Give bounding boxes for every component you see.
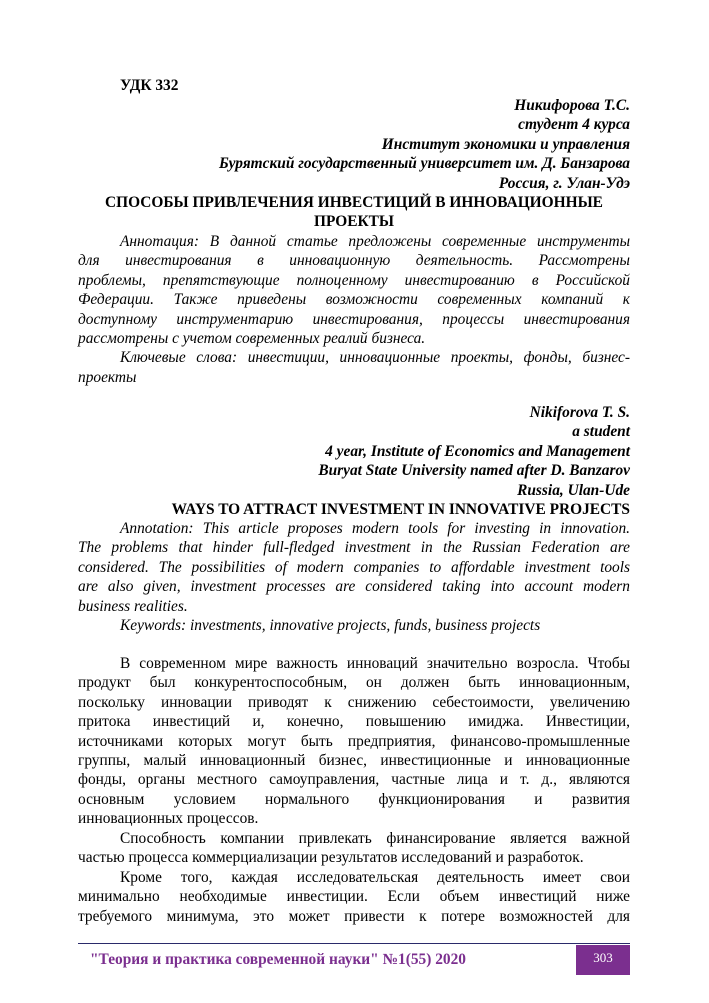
ru-author-university: Бурятский государственный университет им. Д. Банзарова <box>219 155 630 173</box>
en-author-block <box>78 403 630 500</box>
en-author-university: Buryat State University named after D. Banzarov <box>318 462 630 480</box>
ru-title-line: ПРОЕКТЫ <box>313 213 395 231</box>
body-line: минимально необходимые инвестиции. Если объем инвестиций ниже <box>78 888 630 906</box>
ru-keywords-line: Ключевые слова: инвестиции, инновационные проекты, фонды, бизнес- <box>120 349 630 367</box>
en-author-institute: 4 year, Institute of Economics and Management <box>325 442 630 460</box>
journal-footer-title: "Теория и практика современной науки" №1(55) 2020 <box>90 951 467 968</box>
body-paragraph-3 <box>78 868 630 926</box>
en-title-line: WAYS TO ATTRACT INVESTMENT IN INNOVATIVE PROJECTS <box>171 501 630 518</box>
body-paragraph-2 <box>78 829 630 868</box>
udk-code: УДК 332 <box>120 77 179 94</box>
ru-title <box>78 193 630 232</box>
body-line: притока инвестиций и, конечно, повышению имиджа. Инвестиции, <box>78 713 630 731</box>
en-abstract-line: Annotation: This article proposes modern tools for investing in innovation. <box>120 520 630 537</box>
ru-abstract <box>78 232 630 387</box>
ru-abstract-line: проблемы, препятствующие полноценному инвестированию в Российской <box>78 271 630 289</box>
en-title <box>78 500 630 519</box>
en-abstract-line: The problems that hinder full-fledged investment in the Russian Federation are <box>78 539 630 557</box>
body-line: частью процесса коммерциализации результатов исследований и разработок. <box>78 849 584 867</box>
body-line: Кроме того, каждая исследовательская деятельность имеет свои <box>120 869 630 886</box>
en-keywords-line: Keywords: investments, innovative projects, funds, business projects <box>120 616 541 634</box>
ru-author-name: Никифорова Т.С. <box>514 97 630 114</box>
body-line: инновационных процессов. <box>78 810 259 828</box>
body-line: Способность компании привлекать финансирование является важной <box>120 830 630 847</box>
en-author-location: Russia, Ulan-Ude <box>517 481 630 499</box>
ru-title-line: СПОСОБЫ ПРИВЛЕЧЕНИЯ ИНВЕСТИЦИЙ В ИННОВАЦИОННЫЕ <box>105 194 603 211</box>
en-abstract-line: considered. The possibilities of modern companies to affordable investment tools <box>78 558 630 576</box>
body-line: В современном мире важность инноваций значительно возросла. Чтобы <box>120 655 630 672</box>
en-author-name: Nikiforova T. S. <box>529 404 630 421</box>
body-line: поскольку инновации приводят к снижению себестоимости, увеличению <box>78 693 630 711</box>
body-line: группы, малый инновационный бизнес, инвестиционные и инновационные <box>78 751 630 769</box>
ru-author-role: студент 4 курса <box>518 116 630 134</box>
body-line: источниками которых могут быть предприятия, финансово-промышленные <box>78 732 630 750</box>
body-line: основным условием нормального функционирования и развития <box>78 790 630 808</box>
ru-keywords-line: проекты <box>78 368 137 386</box>
ru-abstract-line: доступному инструментарию инвестирования, процессы инвестирования <box>78 310 630 328</box>
body-line: продукт был конкурентоспособным, он должен быть инновационным, <box>78 674 630 692</box>
en-abstract-line: are also given, investment processes are considered taking into account modern <box>78 578 630 596</box>
ru-author-location: Россия, г. Улан-Удэ <box>498 174 630 192</box>
en-author-role: a student <box>572 423 630 441</box>
ru-abstract-line: рассмотрены с учетом современных реалий бизнеса. <box>78 329 426 347</box>
en-abstract <box>78 519 630 635</box>
ru-abstract-line: для инвестирования в инновационную деятельность. Рассмотрены <box>78 252 630 270</box>
page-number-badge: 303 <box>576 945 630 975</box>
body-line: требуемого минимума, это может привести к потере возможностей для <box>78 907 630 925</box>
ru-author-institute: Институт экономики и управления <box>381 135 630 153</box>
ru-author-block <box>78 96 630 193</box>
body-paragraph-1 <box>78 654 630 829</box>
en-abstract-line: business realities. <box>78 597 188 615</box>
ru-abstract-line: Аннотация: В данной статье предложены современные инструменты <box>120 233 630 250</box>
ru-abstract-line: Федерации. Также приведены возможности современных компаний к <box>78 291 630 309</box>
body-line: фонды, органы местного самоуправления, частные лица и т. д., являются <box>78 771 630 789</box>
footer-divider <box>78 943 630 944</box>
